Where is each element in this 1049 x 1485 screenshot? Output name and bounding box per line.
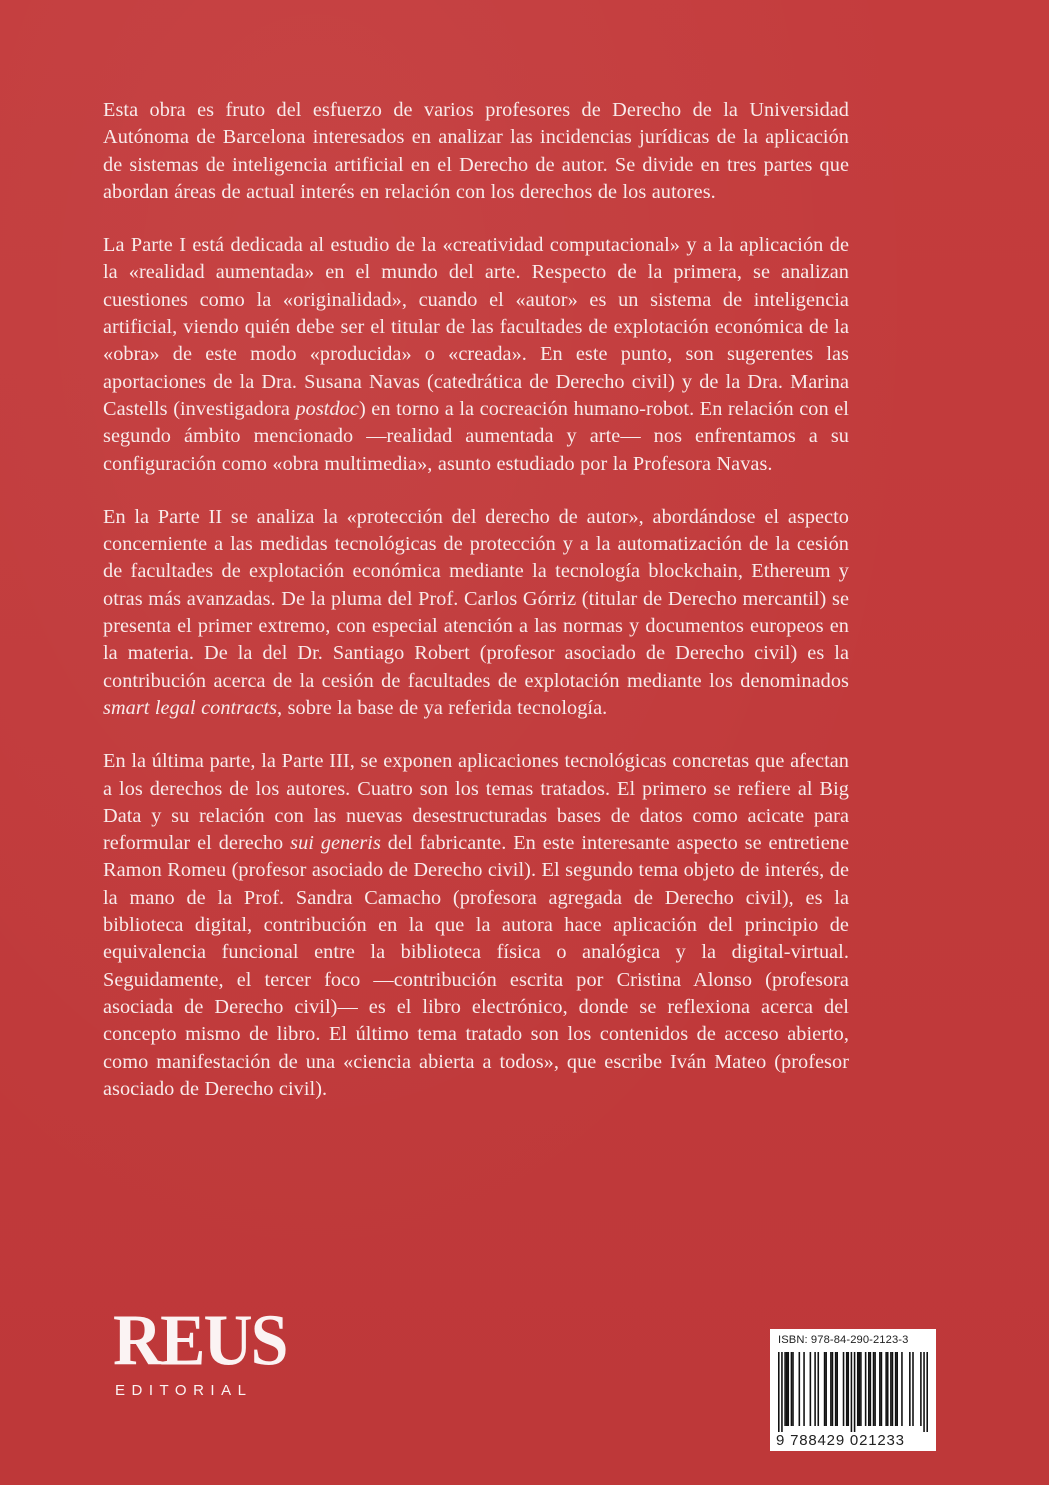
barcode-bar	[787, 1352, 789, 1426]
barcode-bar	[881, 1352, 883, 1426]
barcode-bar	[920, 1352, 922, 1426]
text-run: La Parte I está dedicada al estudio de la «creatividad computacional» y a la aplicación de la «realidad aumentada» en el mundo del arte. Respecto de la primera, se analizan cuestiones como la «originalidad», cuando el «autor» es un sistema de inteligencia artificial, viendo quién debe ser el titular de las facultades de explotación económica de la «obra» de este modo «producida» o «creada». En este punto, son sugerentes las aportaciones de la Dra. Susana Navas (catedrática de Derecho civil) y de la Dra. Marina Castells (investigadora	[103, 234, 849, 420]
barcode-bar	[799, 1352, 801, 1426]
barcode-bar	[830, 1352, 832, 1426]
barcode-bar	[836, 1352, 838, 1426]
barcode-bar	[817, 1352, 819, 1426]
barcode-bar	[778, 1352, 780, 1432]
barcode-bar	[901, 1352, 903, 1426]
barcode-bar	[859, 1352, 861, 1426]
synopsis-paragraph-2	[103, 232, 849, 478]
barcode-bar	[857, 1352, 859, 1426]
barcode-bar	[896, 1352, 898, 1426]
barcode-bar	[912, 1352, 914, 1426]
text-run: En la Parte II se analiza la «protección del derecho de autor», abordándose el aspecto concerniente a las medidas tecnológicas de protección y a la automatización de la cesión de facultades de explotación económica mediante la tecnología blockchain, Ethereum y otras más avanzadas. De la pluma del Prof. Carlos Górriz (titular de Derecho mercantil) se presenta el primer extremo, con especial atención a las normas y documentos europeos en la materia. De la del Dr. Santiago Robert (profesor asociado de Derecho civil) es la contribución acerca de la cesión de facultades de explotación mediante los denominados	[103, 505, 849, 692]
barcode-bar	[824, 1352, 826, 1426]
publisher-logo-subtitle: EDITORIAL	[115, 1382, 253, 1399]
barcode-bar	[814, 1352, 816, 1426]
synopsis-paragraph-1	[103, 97, 849, 206]
barcode-bar	[803, 1352, 805, 1426]
barcode-bar	[843, 1352, 845, 1426]
barcode-bar	[874, 1352, 876, 1426]
text-run: ) en torno a la cocreación humano-robot. En relación con el segundo ámbito mencionado —realidad aumentada y arte— nos enfrentamos a su configuración como «obra multimedia», asunto estudiado por la Profesora Navas.	[103, 397, 849, 475]
text-run: En la última parte, la Parte III, se exponen aplicaciones tecnológicas concretas que afectan a los derechos de los autores. Cuatro son los temas tratados. El primero se refiere al Big Data y su relación con las nuevas desestructuradas bases de datos como acicate para reformular el derecho	[103, 750, 849, 855]
barcode-bar	[781, 1352, 783, 1432]
barcode-bar	[784, 1352, 786, 1426]
barcode-bar	[890, 1352, 892, 1426]
italic-text-run: sui generis	[290, 832, 381, 855]
barcode-bar	[846, 1352, 848, 1426]
barcode-bar	[832, 1352, 834, 1426]
isbn-label: ISBN: 978-84-290-2123-3	[778, 1334, 909, 1346]
barcode-bar	[887, 1352, 889, 1426]
barcode-bar	[835, 1352, 837, 1426]
text-run: , sobre la base de ya referida tecnología.	[277, 696, 608, 719]
italic-text-run: postdoc	[295, 397, 359, 420]
italic-text-run: smart legal contracts	[103, 696, 278, 719]
barcode-bar	[865, 1352, 867, 1426]
barcode-bar	[860, 1352, 862, 1426]
barcode-bar	[792, 1352, 794, 1426]
barcode-bar	[786, 1352, 788, 1426]
barcode-bar	[825, 1352, 827, 1426]
barcode-number: 9 788429 021233	[776, 1432, 905, 1449]
barcode-bar	[847, 1352, 849, 1426]
synopsis-paragraph-4	[103, 748, 849, 1103]
synopsis-text	[103, 97, 849, 1129]
barcode-bar	[810, 1352, 812, 1426]
publisher-logo-wordmark: REUS	[113, 1298, 287, 1381]
barcode-bar	[885, 1352, 887, 1426]
barcode-bar	[868, 1352, 870, 1426]
synopsis-paragraph-3	[103, 504, 849, 722]
barcode-bar	[926, 1352, 928, 1432]
barcode-bar	[923, 1352, 925, 1432]
isbn-barcode	[770, 1329, 936, 1451]
barcode-bar	[791, 1352, 793, 1426]
barcode-bar	[909, 1352, 911, 1426]
barcode-bar	[854, 1352, 856, 1432]
barcode-bar	[851, 1352, 853, 1432]
barcode-bar	[892, 1352, 894, 1426]
barcode-bars	[778, 1352, 928, 1432]
text-run: del fabricante. En este interesante aspecto se entretiene Ramon Romeu (profesor asociado de Derecho civil). El segundo tema objeto de interés, de la mano de la Prof. Sandra Camacho (profesora agregada de Derecho civil), es la biblioteca digital, contribución en la que la autora hace aplicación del principio de equivalencia funcional entre la biblioteca física o analógica y la digital-virtual. Seguidamente, el tercer foco —contribución escrita por Cristina Alonso (profesora asociada de Derecho civil)— es el libro electrónico, donde se reflexiona acerca del concepto mismo de libro. El último tema tratado son los contenidos de acceso abierto, como manifestación de una «ciencia abierta a todos», que escribe Iván Mateo (profesor asociado de Derecho civil).	[103, 832, 849, 1100]
text-run: Esta obra es fruto del esfuerzo de varios profesores de Derecho de la Universidad Autónoma de Barcelona interesados en analizar las incidencias jurídicas de la aplicación de sistemas de inteligencia artificial en el Derecho de autor. Se divide en tres partes que abordan áreas de actual interés en relación con los derechos de los autores.	[103, 99, 849, 203]
barcode-bar	[879, 1352, 881, 1426]
barcode-bar	[873, 1352, 875, 1426]
barcode-bar	[895, 1352, 897, 1426]
barcode-bar	[870, 1352, 872, 1426]
publisher-logo	[113, 1298, 287, 1399]
